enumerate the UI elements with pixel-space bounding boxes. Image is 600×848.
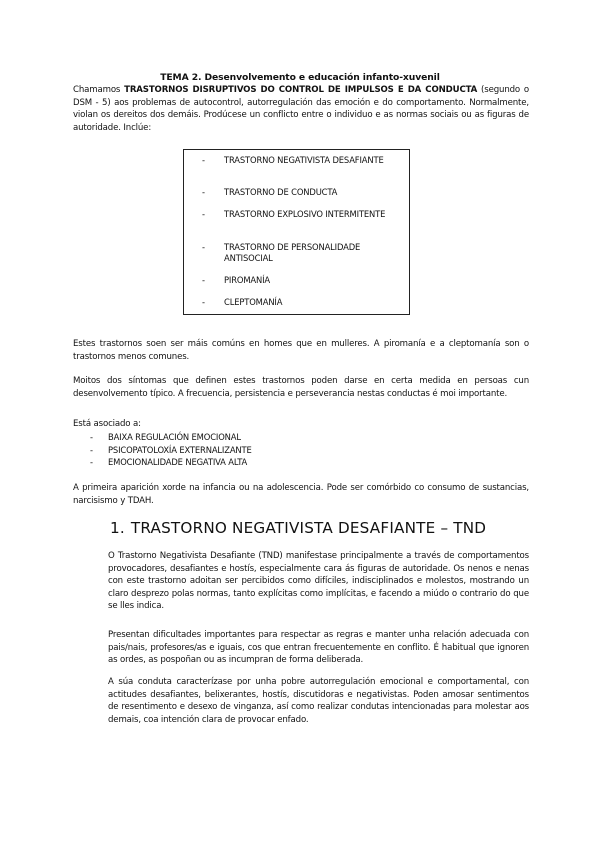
associated-item (90, 431, 490, 444)
disorder-label: TRASTORNO DE PERSONALIDADE ANTISOCIAL (224, 242, 361, 263)
bullet-dash: - (202, 187, 205, 197)
document-title: TEMA 2. Desenvolvemento e educación infanto-xuvenil (160, 72, 440, 83)
bullet-dash: - (90, 432, 93, 442)
bullet-dash: - (202, 209, 205, 219)
section-number: 1. (110, 519, 125, 537)
prevalence-paragraph: Estes trastornos soen ser máis comúns en homes que en mulleres. A piromanía e a cleptomanía son o trastornos menos comunes. (73, 339, 529, 362)
disorders-box (183, 149, 410, 315)
onset-paragraph: A primeira aparición xorde na infancia ou na adolescencia. Pode ser comórbido co consumo de sustancias, narcisismo y TDAH. (73, 483, 529, 506)
bullet-dash: - (90, 457, 93, 468)
section-heading (110, 519, 550, 537)
associated-list (90, 431, 490, 469)
section-paragraph: A súa conduta caracterízase por unha pobre autorregulación emocional e comportamental, con actitudes desafiantes, belixerantes, hostís, discutidoras e negativistas. Poden amosar sentimentos de resentimento e desexo de vinganza, así como realizar condutas intencionadas para molestar aos demais, coa intención clara de provocar enfado. (108, 677, 529, 725)
associated-item (90, 456, 490, 469)
associated-item-text: PSICOPATOLOXÍA EXTERNALIZANTE (108, 444, 252, 455)
section-paragraph: O Trastorno Negativista Desafiante (TND) manifestase principalmente a través de comportamentos provocadores, desafiantes e hostís, especialmente cara ás figuras de autoridade. Os nenos e nenas con este trastorno adoitan ser percibidos como difíciles, indisciplinados e molestos, mostrando un claro desprezo polas normas, tanto explícitas como implícitas, e facendo a miúdo o contrario do que se lles indica. (108, 551, 529, 612)
intro-rest: (segundo o DSM - 5) aos problemas de autocontrol, autorregulación das emoción e do comportamento. Normalmente, violan os dereitos dos demáis. Prodúcese un conflicto entre o individuo e as normas sociais ou as figuras de autoridade. Inclúe: (73, 85, 530, 133)
symptoms-paragraph: Moitos dos síntomas que definen estes trastornos poden darse en certa medida en persoas cun desenvolvemento típico. A frecuencia, persistencia e perseverancia nestas conductas é moi importante. (73, 376, 529, 399)
bullet-dash: - (202, 242, 205, 252)
disorder-label: PIROMANÍA (224, 275, 271, 285)
associated-item (90, 444, 490, 457)
bullet-dash: - (202, 297, 205, 307)
disorder-label: TRASTORNO EXPLOSIVO INTERMITENTE (224, 209, 386, 219)
section-paragraph: Presentan dificultades importantes para respectar as regras e manter unha relación adecuada con pais/nais, profesores/as e iguais, cos que entran frecuentemente en conflito. É habitual que ignoren as ordes, as pospoñan ou as incumpran de forma deliberada. (108, 630, 529, 666)
associated-item-text: BAIXA REGULACIÓN EMOCIONAL (108, 432, 241, 442)
section-title: TRASTORNO NEGATIVISTA DESAFIANTE – TND (130, 519, 487, 537)
intro-bold-term: TRASTORNOS DISRUPTIVOS DO CONTROL DE IMPULSOS E DA CONDUCTA (124, 85, 478, 95)
bullet-dash: - (202, 275, 205, 285)
associated-label: Está asociado a: (73, 419, 141, 429)
disorder-label: TRASTORNO DE CONDUCTA (224, 187, 338, 197)
disorder-label: TRASTORNO NEGATIVISTA DESAFIANTE (224, 155, 384, 165)
intro-paragraph (73, 84, 529, 134)
disorder-label: CLEPTOMANÍA (224, 297, 283, 307)
bullet-dash: - (202, 155, 205, 165)
bullet-dash: - (90, 444, 93, 455)
associated-item-text: EMOCIONALIDADE NEGATIVA ALTA (108, 457, 248, 468)
intro-lead: Chamamos (73, 85, 125, 95)
